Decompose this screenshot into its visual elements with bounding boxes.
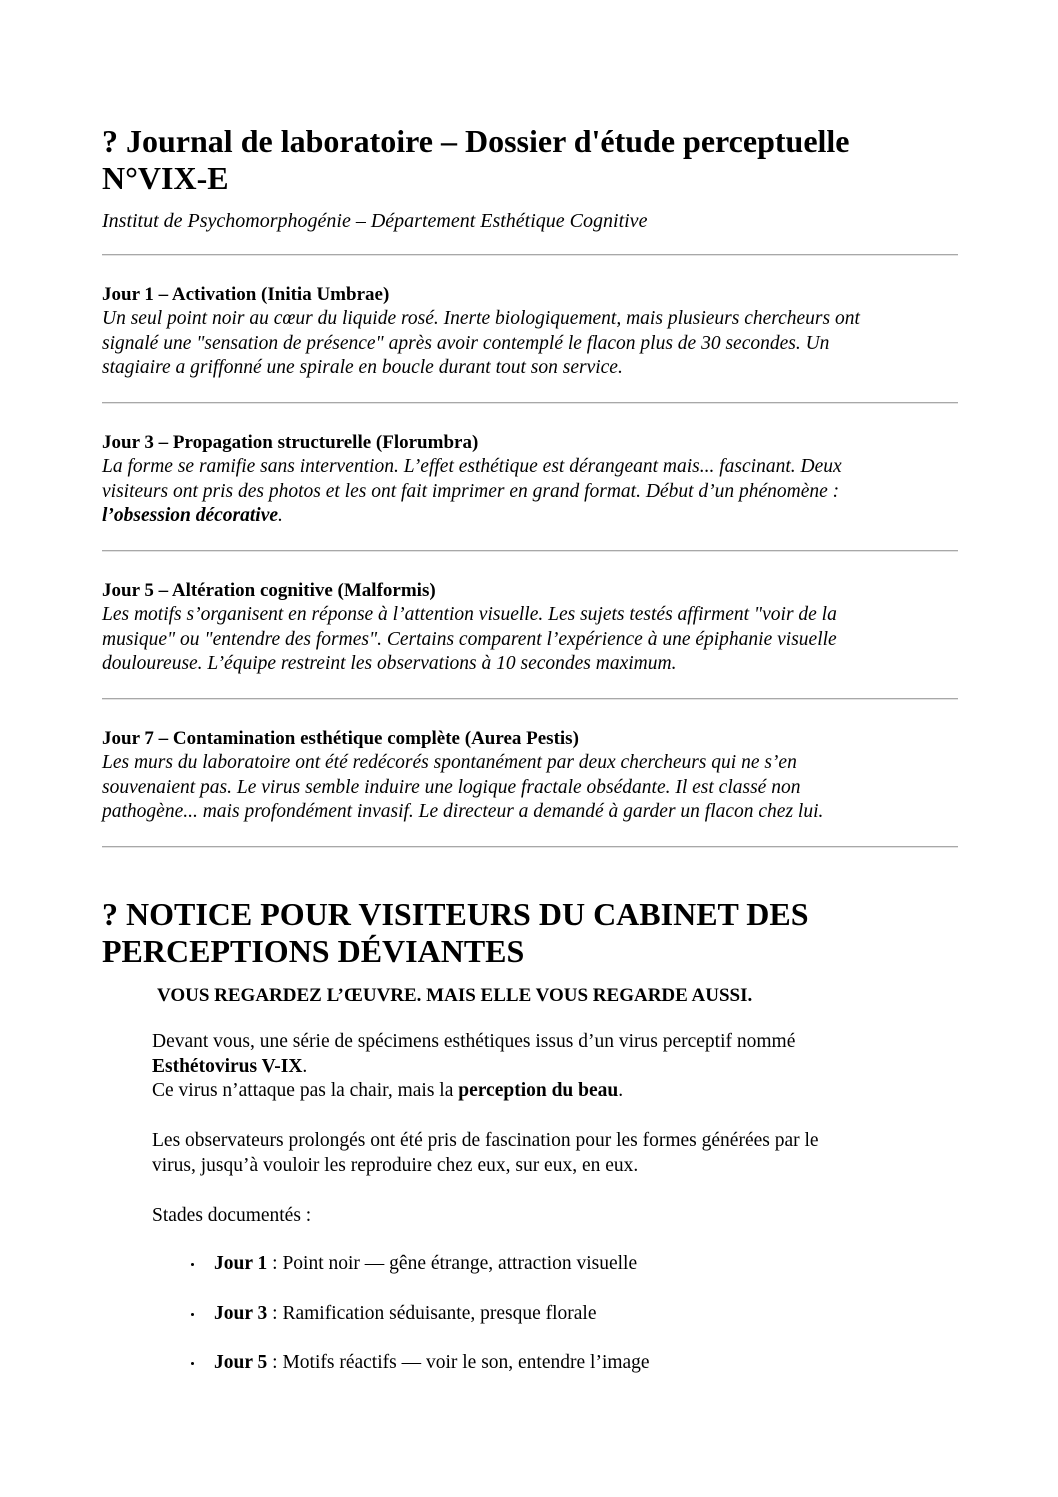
stages-label: Stades documentés : bbox=[152, 1205, 312, 1226]
paragraph-punctuation: . bbox=[618, 1080, 624, 1101]
entry-bold-phrase: l’obsession décorative bbox=[102, 505, 279, 526]
list-item bbox=[187, 1252, 650, 1302]
journal-title-line-1: ? Journal de laboratoire – Dossier d'étude perceptuelle bbox=[102, 123, 850, 159]
journal-entry-day-7 bbox=[102, 727, 962, 825]
entry-line: pathogène... mais profondément invasif. Le directeur a demandé à garder un flacon chez lui. bbox=[102, 801, 824, 822]
journal-entry-day-1 bbox=[102, 283, 962, 381]
divider bbox=[102, 550, 958, 552]
entry-line: Les motifs s’organisent en réponse à l’attention visuelle. Les sujets testés affirment "voir de la bbox=[102, 604, 837, 625]
entry-line: musique" ou "entendre des formes". Certains comparent l’expérience à une épiphanie visuelle bbox=[102, 628, 837, 650]
entry-line: signalé une "sensation de présence" après avoir contemplé le flacon plus de 30 secondes. Un bbox=[102, 332, 830, 354]
entry-line: douloureuse. L’équipe restreint les observations à 10 secondes maximum. bbox=[102, 653, 677, 674]
journal-title bbox=[102, 123, 922, 197]
list-item bbox=[187, 1302, 650, 1352]
entry-line: La forme se ramifie sans intervention. L’effet esthétique est dérangeant mais... fascinant. Deux bbox=[102, 456, 842, 477]
paragraph-punctuation: . bbox=[302, 1055, 308, 1077]
notice-title-line-1: ? NOTICE POUR VISITEURS DU CABINET DES bbox=[102, 896, 809, 932]
entry-line: souvenaient pas. Le virus semble induire une logique fractale obsédante. Il est classé non bbox=[102, 776, 801, 798]
paragraph-line: Devant vous, une série de spécimens esthétiques issus d’un virus perceptif nommé bbox=[152, 1031, 796, 1052]
stages-list bbox=[187, 1252, 650, 1401]
notice-tagline: VOUS REGARDEZ L’ŒUVRE. MAIS ELLE VOUS REGARDE AUSSI. bbox=[157, 985, 753, 1006]
notice-paragraph-1 bbox=[152, 1030, 942, 1104]
stage-label: Jour 1 bbox=[214, 1253, 268, 1274]
entry-text bbox=[102, 455, 962, 529]
stage-text: : Motifs réactifs — voir le son, entendre l’image bbox=[267, 1352, 650, 1373]
bullet-icon bbox=[191, 1313, 194, 1316]
stage-label: Jour 3 bbox=[214, 1302, 268, 1324]
entry-punctuation: . bbox=[278, 505, 283, 526]
bullet-icon bbox=[191, 1263, 194, 1266]
paragraph-line: Les observateurs prolongés ont été pris de fascination pour les formes générées par le bbox=[152, 1130, 819, 1151]
notice-title-line-2: PERCEPTIONS DÉVIANTES bbox=[102, 933, 525, 969]
notice-paragraph-2 bbox=[152, 1129, 942, 1178]
entry-text bbox=[102, 751, 962, 825]
entry-line: stagiaire a griffonné une spirale en boucle durant tout son service. bbox=[102, 357, 623, 378]
journal-title-line-2: N°VIX-E bbox=[102, 160, 229, 196]
divider bbox=[102, 254, 958, 256]
notice-title bbox=[102, 896, 922, 970]
entry-text bbox=[102, 603, 962, 677]
divider bbox=[102, 698, 958, 700]
entry-text bbox=[102, 307, 962, 381]
stage-label: Jour 5 bbox=[214, 1352, 268, 1373]
entry-title: Jour 7 – Contamination esthétique complète (Aurea Pestis) bbox=[102, 728, 579, 749]
entry-title: Jour 5 – Altération cognitive (Malformis) bbox=[102, 580, 436, 601]
list-item bbox=[187, 1351, 650, 1401]
paragraph-line: virus, jusqu’à vouloir les reproduire chez eux, sur eux, en eux. bbox=[152, 1154, 639, 1176]
journal-subtitle: Institut de Psychomorphogénie – Département Esthétique Cognitive bbox=[102, 210, 648, 232]
entry-line: Les murs du laboratoire ont été redécorés spontanément par deux chercheurs qui ne s’en bbox=[102, 752, 797, 773]
journal-entry-day-3 bbox=[102, 431, 962, 529]
bullet-icon bbox=[191, 1362, 194, 1365]
entry-line: Un seul point noir au cœur du liquide rosé. Inerte biologiquement, mais plusieurs chercheurs ont bbox=[102, 308, 860, 329]
entry-title: Jour 3 – Propagation structurelle (Florumbra) bbox=[102, 432, 479, 453]
bold-phrase: perception du beau bbox=[458, 1080, 619, 1101]
paragraph-line: Ce virus n’attaque pas la chair, mais la bbox=[152, 1080, 459, 1101]
virus-name: Esthétovirus V-IX bbox=[152, 1055, 303, 1077]
journal-entry-day-5 bbox=[102, 579, 962, 677]
stage-text: : Ramification séduisante, presque florale bbox=[267, 1302, 597, 1324]
entry-title: Jour 1 – Activation (Initia Umbrae) bbox=[102, 284, 390, 305]
divider bbox=[102, 846, 958, 848]
entry-line: visiteurs ont pris des photos et les ont fait imprimer en grand format. Début d’un phénomène : bbox=[102, 480, 840, 502]
stage-text: : Point noir — gêne étrange, attraction visuelle bbox=[267, 1253, 638, 1274]
divider bbox=[102, 402, 958, 404]
